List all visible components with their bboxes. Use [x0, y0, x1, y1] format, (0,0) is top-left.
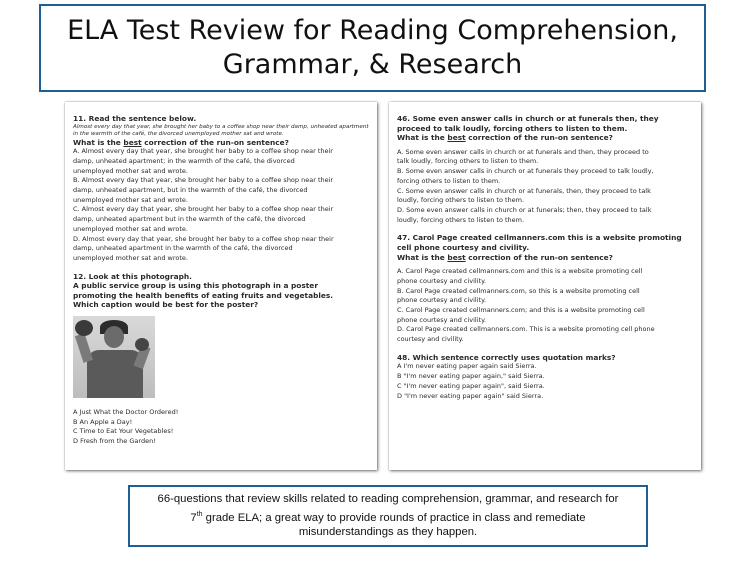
q11-prompt: What is the best correction of the run-on sentence?: [73, 137, 289, 147]
q46-option-line: C. Some even answer calls in church or at funerals, then, they proceed to talk: [397, 186, 651, 195]
q47-option-line: courtesy and civility.: [397, 335, 464, 344]
q46-prompt-line: 46. Some even answer calls in church or at funerals then, they: [397, 114, 659, 123]
woman-with-fruit-photo: [73, 316, 155, 398]
q46-question: What is the best correction of the run-on sentence?: [397, 133, 613, 143]
q11-option-line: unemployed mother sat and wrote.: [73, 195, 188, 204]
title-box: [39, 4, 706, 92]
q11-option-line: unemployed mother sat and wrote.: [73, 166, 188, 175]
q48-option: B "I'm never eating paper again," said Sierra.: [397, 372, 545, 381]
q11-option-line: B. Almost every day that year, she brought her baby to a coffee shop near their: [73, 176, 334, 185]
q11-option-line: damp, unheated apartment in the warmth of the café, the divorced: [73, 244, 293, 253]
q46-option-line: A. Some even answer calls in church or at funerals and then, they proceed to: [397, 147, 649, 156]
q47-prompt-line: 47. Carol Page created cellmanners.com this is a website promoting: [397, 233, 682, 243]
q47-option-line: phone courtesy and civility.: [397, 315, 487, 324]
q12-option: A Just What the Doctor Ordered!: [73, 408, 179, 416]
q11-option-line: damp, unheated apartment, but in the warmth of the café, the divorced: [73, 186, 308, 194]
q48-prompt: 48. Which sentence correctly uses quotation marks?: [397, 352, 616, 362]
q46-option-line: D. Some even answer calls in church or at funerals; then, they proceed to talk: [397, 206, 652, 214]
q48-option: D "I'm never eating paper again" said Sierra.: [397, 391, 544, 400]
q46-option-line: loudly, forcing others to listen to them.: [397, 196, 525, 205]
q12-option: C Time to Eat Your Vegetables!: [73, 427, 174, 436]
q47-option-line: B. Carol Page created cellmanners.com, so this is a website promoting cell: [397, 286, 640, 295]
q12-option: B An Apple a Day!: [73, 417, 133, 426]
page-title-line-2: Grammar, & Research: [222, 49, 523, 80]
q48-option: C "I'm never eating paper again", said Sierra.: [397, 381, 545, 390]
q46-prompt-line: proceed to talk loudly, forcing others to listen to them.: [397, 123, 628, 133]
q12-prompt-line: Which caption would be best for the poster?: [73, 300, 259, 310]
description-text: 66-questions that review skills related to reading comprehension, grammar, and research for 7th grade ELA; a great way to provide rounds of practice in class and remediate misunderstandings as they happen.: [157, 492, 619, 539]
q47-option-line: phone courtesy and civility.: [397, 296, 487, 305]
page-title-line-1: ELA Test Review for Reading Comprehension,: [67, 15, 678, 46]
q11-option-line: damp, unheated apartment; in the warmth of the café, the divorced: [73, 156, 295, 165]
description-caption: [128, 485, 648, 547]
q46-option-line: loudly, forcing others to listen to them.: [397, 215, 525, 224]
q46-option-line: talk loudly, forcing others to listen to them.: [397, 157, 539, 166]
worksheet-page-right: [389, 102, 701, 470]
q11-sentence: Almost every day that year, she brought her baby to a coffee shop near their damp, unheated apartment in the warmth of the café, the divorced unemployed mother sat and wrote.: [73, 123, 369, 137]
q47-option-line: C. Carol Page created cellmanners.com; and this is a website promoting cell: [397, 306, 645, 314]
q47-option-line: phone courtesy and civility.: [397, 276, 487, 285]
q46-option-line: forcing others to listen to them.: [397, 176, 501, 185]
q47-option-line: D. Carol Page created cellmanners.com. This is a website promoting cell phone: [397, 325, 655, 334]
q48-option: A I'm never eating paper again said Sierra.: [397, 362, 537, 371]
q11-option-line: D. Almost every day that year, she brought her baby to a coffee shop near their: [73, 234, 334, 243]
q47-option-line: A. Carol Page created cellmanners.com and this is a website promoting cell: [397, 267, 643, 276]
q11-option-line: C. Almost every day that year, she brought her baby to a coffee shop near their: [73, 205, 334, 214]
q11-option-line: A. Almost every day that year, she brought her baby to a coffee shop near their: [73, 147, 333, 156]
q12-heading: 12. Look at this photograph.: [73, 271, 192, 281]
q12-prompt-line: promoting the health benefits of eating fruits and vegetables.: [73, 290, 334, 300]
worksheet-page-left: [65, 102, 377, 470]
q46-option-line: B. Some even answer calls in church or at funerals they proceed to talk loudly,: [397, 167, 654, 176]
q11-option-line: unemployed mother sat and wrote.: [73, 224, 188, 233]
q47-prompt-line: cell phone courtesy and civility.: [397, 243, 530, 252]
q12-prompt-line: A public service group is using this photograph in a poster: [73, 281, 318, 291]
q11-option-line: unemployed mother sat and wrote.: [73, 253, 188, 262]
q12-option: D Fresh from the Garden!: [73, 437, 156, 446]
q11-heading: 11. Read the sentence below.: [73, 114, 197, 123]
q47-question: What is the best correction of the run-on sentence?: [397, 252, 613, 262]
q11-option-line: damp, unheated apartment but in the warmth of the café, the divorced: [73, 215, 306, 224]
